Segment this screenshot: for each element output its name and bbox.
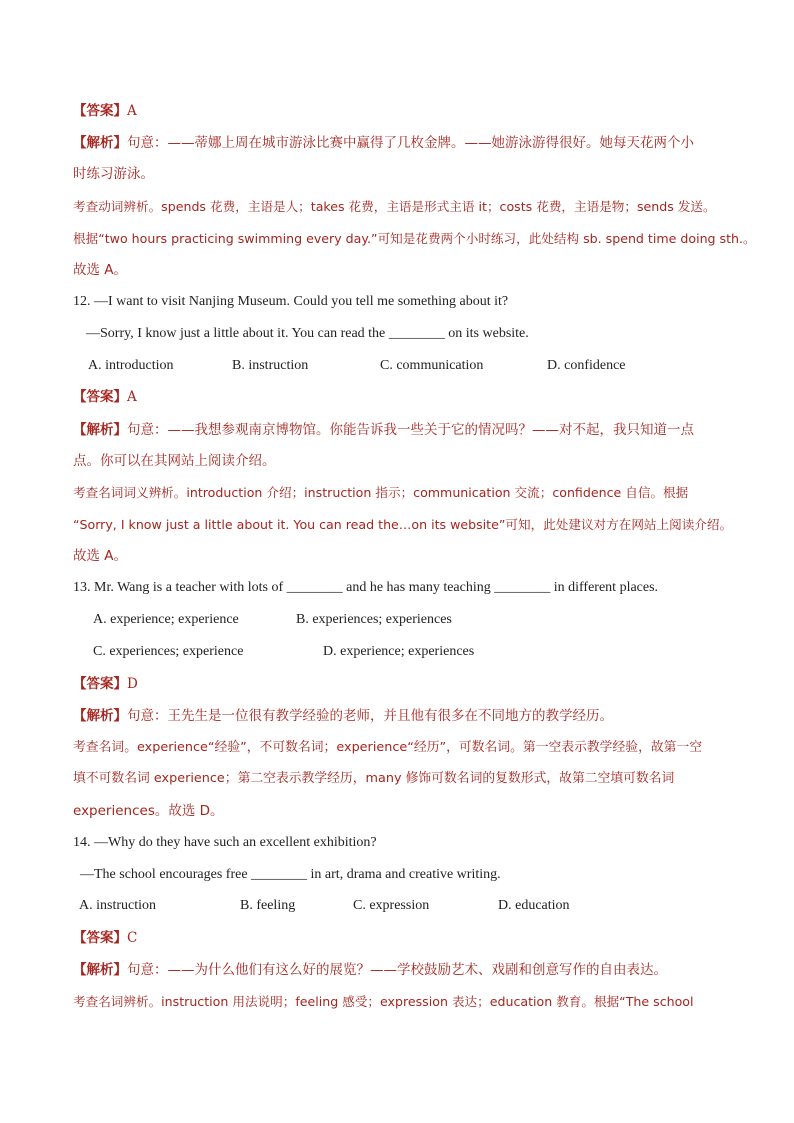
q12-option-b: B. instruction xyxy=(232,358,309,373)
q13-option-d: D. experience; experiences xyxy=(323,644,475,659)
q12-analysis-3: 考查名词词义辨析。introduction 介绍；instruction 指示；communication 交流；confidence 自信。根据 xyxy=(73,485,689,500)
q12-stem-2: —Sorry, I know just a little about it. You can read the ________ on its website. xyxy=(86,326,529,341)
q11-answer xyxy=(73,101,137,121)
q12-option-a: A. introduction xyxy=(88,358,174,373)
q11-analysis-2: 时练习游泳。 xyxy=(73,166,154,182)
analysis-text: 句意：——蒂娜上周在城市游泳比赛中赢得了几枚金牌。——她游泳游得很好。她每天花两个小 xyxy=(127,135,694,151)
q11-analysis-4: 根据“two hours practicing swimming every day.”可知是花费两个小时练习，此处结构 sb. spend time doing sth.。 xyxy=(73,231,756,246)
q11-analysis-1 xyxy=(73,133,694,153)
q11-analysis-3: 考查动词辨析。spends 花费，主语是人；takes 花费，主语是形式主语 it；costs 花费，主语是物；sends 发送。 xyxy=(73,199,716,214)
q14-analysis-2: 考查名词辨析。instruction 用法说明；feeling 感受；expression 表达；education 教育。根据“The school xyxy=(73,994,694,1009)
q13-option-c: C. experiences; experience xyxy=(93,644,244,659)
q14-answer xyxy=(73,928,137,948)
q14-stem-1: 14. —Why do they have such an excellent exhibition? xyxy=(73,835,377,850)
q12-answer xyxy=(73,387,137,407)
q14-stem-2: —The school encourages free ________ in art, drama and creative writing. xyxy=(80,867,501,882)
answer-letter: C xyxy=(127,930,138,946)
analysis-tag: 【解析】 xyxy=(73,135,127,151)
q14-option-a: A. instruction xyxy=(79,898,156,913)
q13-analysis-3: 填不可数名词 experience；第二空表示教学经历，many 修饰可数名词的复数形式，故第二空填可数名词 xyxy=(73,771,675,786)
answer-letter: A xyxy=(127,103,137,119)
q14-option-d: D. education xyxy=(498,898,570,913)
q12-analysis-5: 故选 A。 xyxy=(73,548,128,564)
answer-tag: 【答案】 xyxy=(73,389,127,405)
answer-tag: 【答案】 xyxy=(73,676,127,692)
q12-option-c: C. communication xyxy=(380,358,484,373)
analysis-tag: 【解析】 xyxy=(73,422,127,438)
q14-analysis-1 xyxy=(73,960,667,980)
q11-analysis-5: 故选 A。 xyxy=(73,262,128,278)
analysis-tag: 【解析】 xyxy=(73,708,127,724)
q13-analysis-1 xyxy=(73,706,613,726)
q13-analysis-2: 考查名词。experience“经验”，不可数名词；experience“经历”，可数名词。第一空表示教学经验，故第一空 xyxy=(73,740,703,755)
answer-tag: 【答案】 xyxy=(73,930,127,946)
q12-option-d: D. confidence xyxy=(547,358,626,373)
answer-letter: A xyxy=(127,389,137,405)
analysis-tag: 【解析】 xyxy=(73,962,127,978)
analysis-text: 句意：——我想参观南京博物馆。你能告诉我一些关于它的情况吗？——对不起，我只知道一点 xyxy=(127,422,694,438)
q14-option-b: B. feeling xyxy=(240,898,296,913)
q13-option-b: B. experiences; experiences xyxy=(296,612,452,627)
q12-stem-1: 12. —I want to visit Nanjing Museum. Could you tell me something about it? xyxy=(73,294,509,309)
q13-answer xyxy=(73,674,138,694)
q12-analysis-1 xyxy=(73,420,694,440)
answer-letter: D xyxy=(127,676,138,692)
q12-analysis-2: 点。你可以在其网站上阅读介绍。 xyxy=(73,453,276,469)
analysis-text: 句意：王先生是一位很有教学经验的老师，并且他有很多在不同地方的教学经历。 xyxy=(127,708,613,724)
q13-option-a: A. experience; experience xyxy=(93,612,239,627)
answer-tag: 【答案】 xyxy=(73,103,127,119)
q13-stem-1: 13. Mr. Wang is a teacher with lots of ________ and he has many teaching ________ in different places. xyxy=(73,580,659,595)
q14-option-c: C. expression xyxy=(353,898,430,913)
analysis-text: 句意：——为什么他们有这么好的展览？——学校鼓励艺术、戏剧和创意写作的自由表达。 xyxy=(127,962,667,978)
q13-analysis-4: experiences。故选 D。 xyxy=(73,803,224,819)
q12-analysis-4: “Sorry, I know just a little about it. You can read the…on its website”可知，此处建议对方在网站上阅读介绍。 xyxy=(73,517,733,532)
